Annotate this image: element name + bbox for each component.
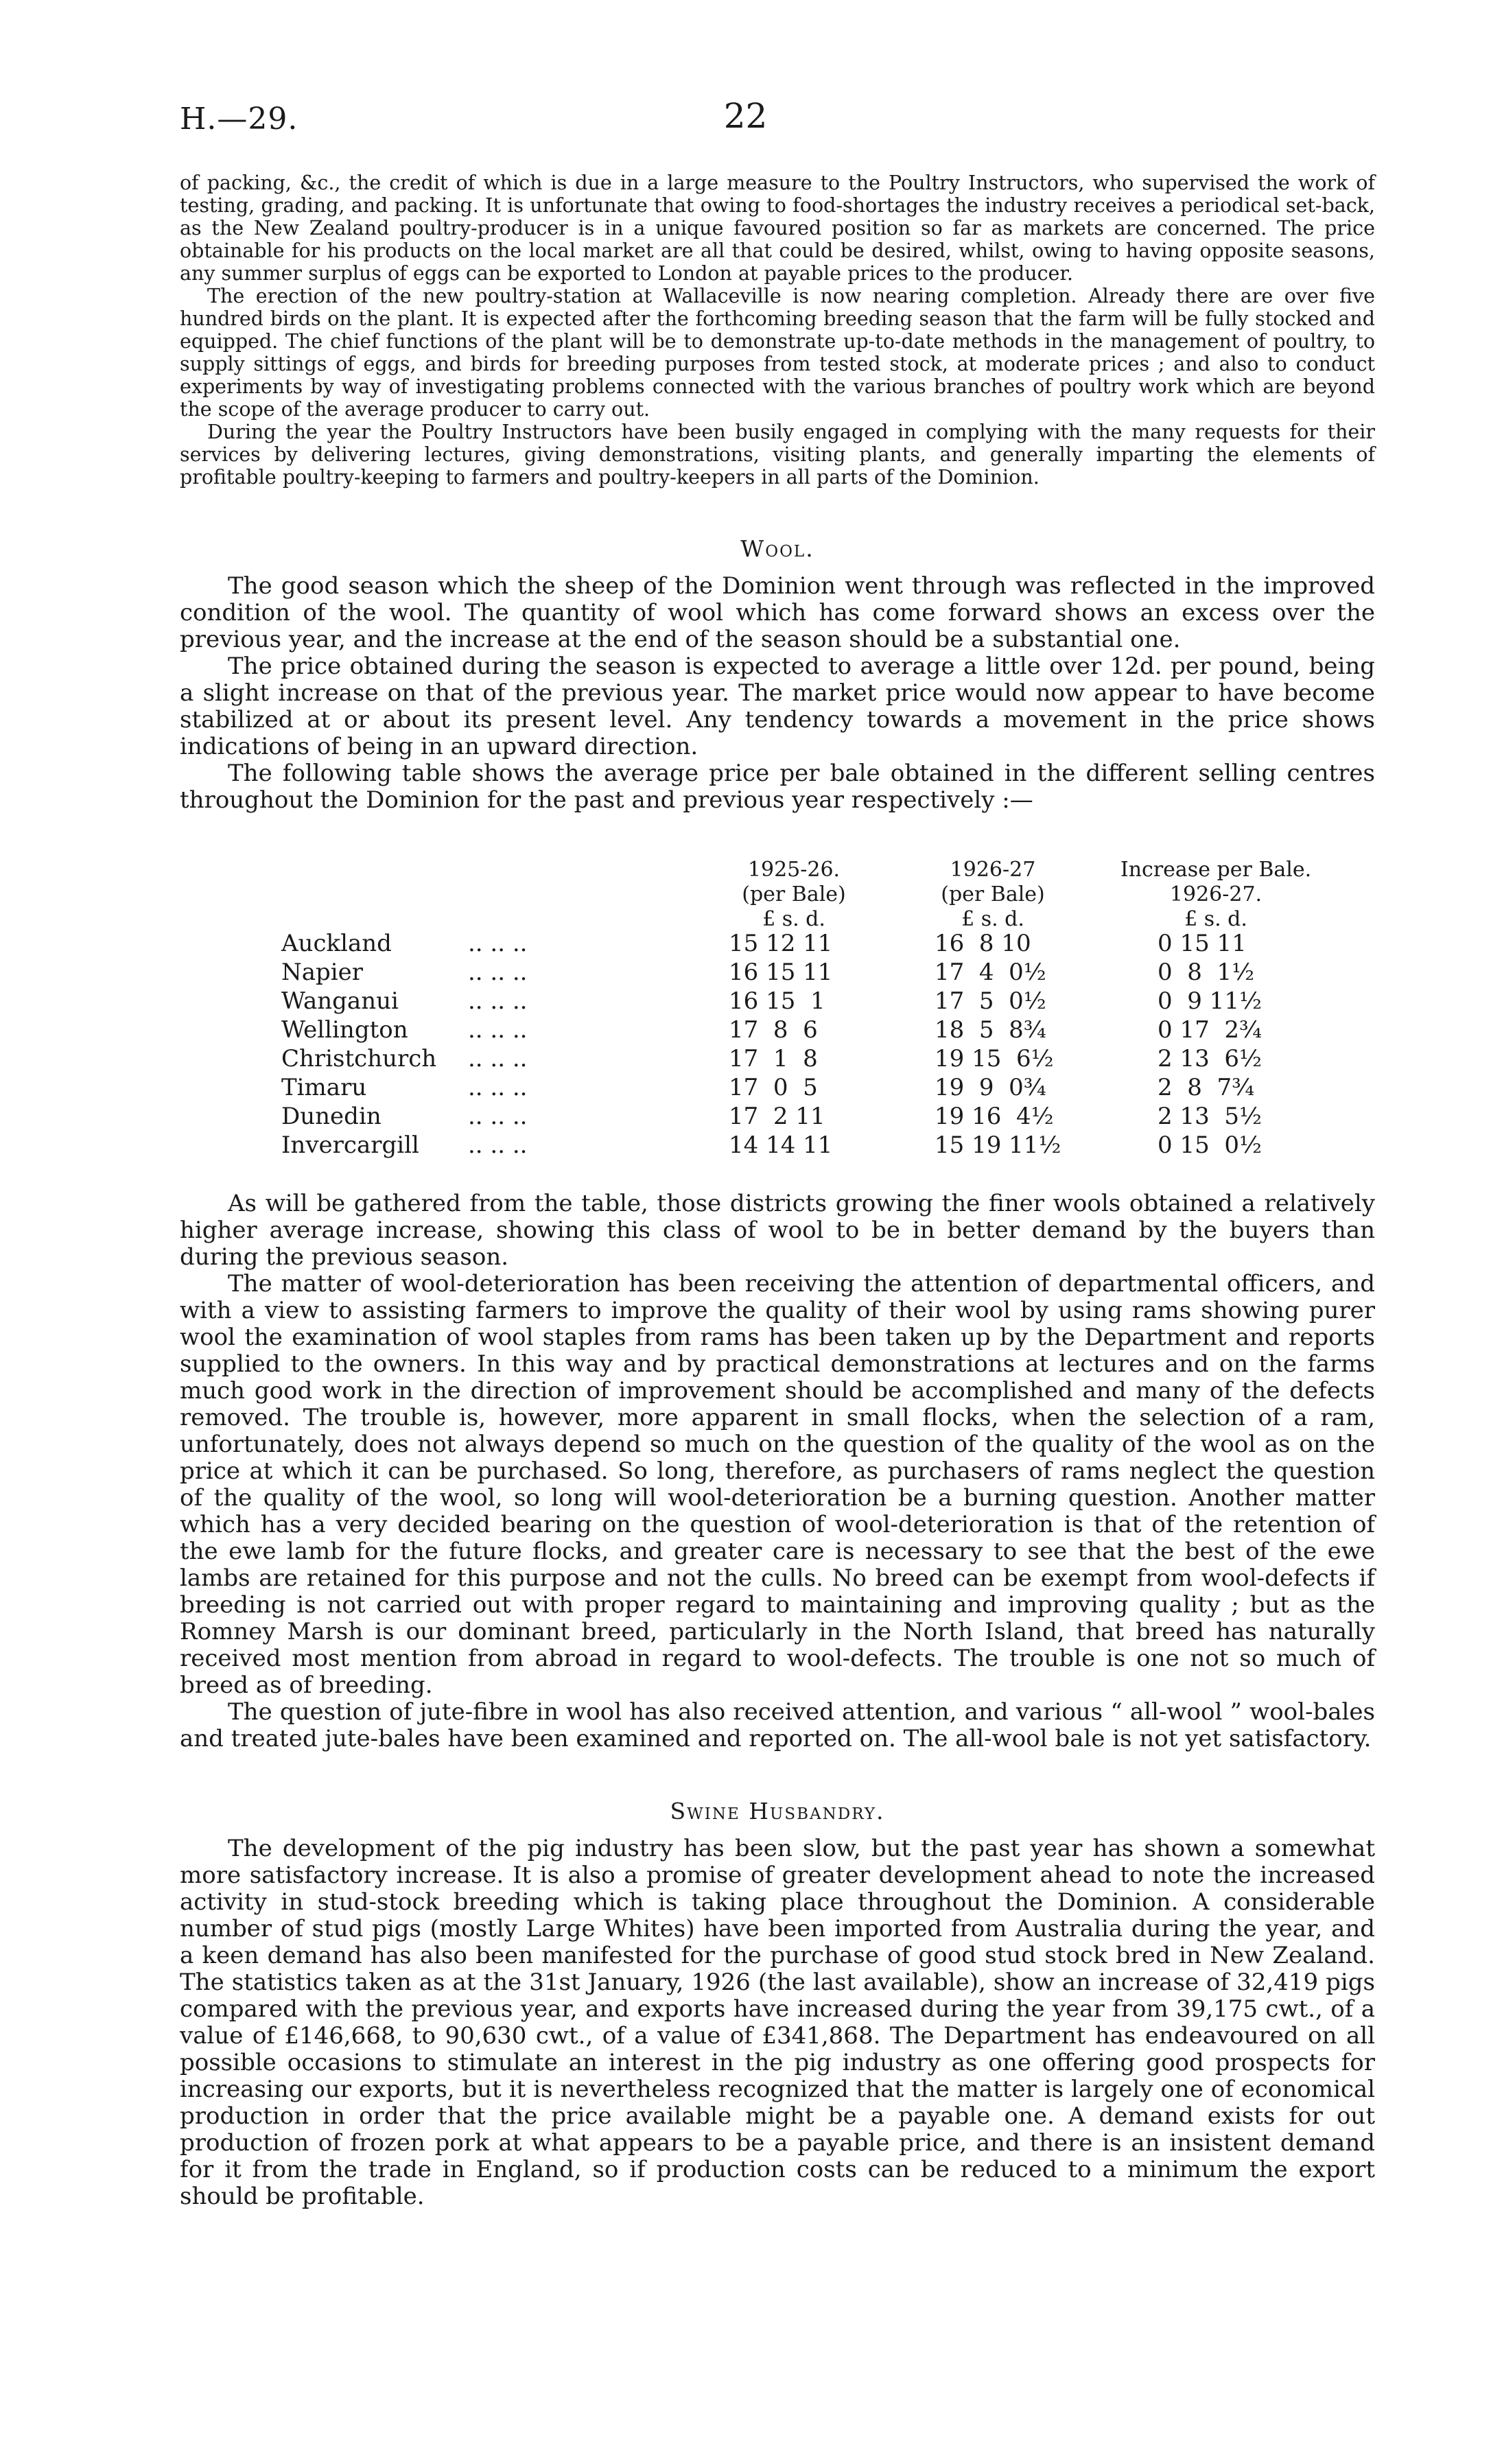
swine-husbandry-section: [180, 1798, 1375, 2210]
centre-name: Wanganui: [281, 987, 399, 1015]
value-1926-27: 18 5 8¾: [935, 1016, 1046, 1044]
centre-name: Auckland: [281, 930, 392, 957]
column-header-line: (per Bale): [742, 882, 846, 906]
column-header-line: Increase per Bale.: [1120, 858, 1312, 882]
value-1925-26: 14 14 11: [729, 1131, 833, 1159]
value-1926-27: 16 8 10: [935, 930, 1031, 957]
column-header-units: £ s. d.: [1184, 907, 1247, 931]
column-header-line: 1925-26.: [747, 858, 841, 882]
table-row: [180, 1103, 1375, 1130]
paragraph: The development of the pig industry has been slow, but the past year has shown a somewhat more satisfactory increase. It is also a promise of greater development ahead to note the increased activity in stud-stock breeding which is taking place throughout the Dominion. A considerable number of stud pigs (mostly Large Whites) have been imported from Australia during the year, and a keen demand has also been manifested for the purchase of good stud stock bred in New Zealand. The statistics taken as at the 31st January, 1926 (the last available), show an increase of 32,419 pigs compared with the previous year, and exports have increased during the year from 39,175 cwt., of a value of £146,668, to 90,630 cwt., of a value of £341,868. The Department has endeavoured on all possible occasions to stimulate an interest in the pig industry as one offering good prospects for increasing our exports, but it is nevertheless recognized that the matter is largely one of economical production in order that the price available might be a payable one. A demand exists for out production of frozen pork at what appears to be a payable price, and there is an insistent demand for it from the trade in England, so if production costs can be reduced to a minimum the export should be profitable.: [180, 1835, 1375, 2210]
value-increase: 0 9 11½: [1158, 987, 1262, 1015]
section-heading-wool: Wool.: [740, 535, 814, 562]
paragraph: The erection of the new poultry-station at Wallaceville is now nearing completion. Already there are over five hundred birds on the plant. It is expected after the forthcoming breeding season that the farm will be fully stocked and equipped. The chief functions of the plant will be to demonstrate up-to-date methods in the management of poultry, to supply sittings of eggs, and birds for breeding purposes from tested stock, at moderate prices ; and also to conduct experiments by way of investigating problems connected with the various branches of poultry work which are beyond the scope of the average producer to carry out.: [180, 285, 1375, 421]
poultry-continuation: [180, 172, 1375, 489]
column-header-line: 1926-27.: [1169, 882, 1263, 906]
value-1925-26: 17 8 6: [729, 1016, 818, 1044]
centre-name: Christchurch: [281, 1045, 437, 1072]
paragraph: The good season which the sheep of the Dominion went through was reflected in the improved condition of the wool. The quantity of wool which has come forward shows an excess over the previous year, and the increase at the end of the season should be a substantial one.: [180, 572, 1375, 653]
value-increase: 2 13 5½: [1158, 1103, 1262, 1130]
value-increase: 0 15 0½: [1158, 1131, 1262, 1159]
centre-name: Timaru: [281, 1074, 367, 1101]
wool-price-table: [180, 858, 1375, 1166]
paragraph: The question of jute-fibre in wool has also received attention, and various “ all-wool ” wool-bales and treated jute-bales have been examined and reported on. The all-wool bale is not yet satisfactory.: [180, 1698, 1375, 1752]
column-header-1925-26: [715, 858, 873, 932]
value-increase: 0 15 11: [1158, 930, 1247, 957]
wool-discussion: [180, 1190, 1375, 1752]
value-1926-27: 15 19 11½: [935, 1131, 1061, 1159]
leader-dots: .. .. ..: [468, 987, 528, 1015]
paragraph: of packing, &c., the credit of which is due in a large measure to the Poultry Instructors, who supervised the work of testing, grading, and packing. It is unfortunate that owing to food-shortages the industry receives a periodical set-back, as the New Zealand poultry-producer is in a unique favoured position so far as markets are concerned. The price obtainable for his products on the local market are all that could be desired, whilst, owing to having opposite seasons, any summer surplus of eggs can be exported to London at payable prices to the producer.: [180, 172, 1375, 285]
centre-name: Napier: [281, 959, 364, 986]
value-1926-27: 17 4 0½: [935, 959, 1046, 986]
centre-name: Invercargill: [281, 1131, 419, 1159]
column-header-units: £ s. d.: [762, 907, 825, 931]
value-1926-27: 17 5 0½: [935, 987, 1046, 1015]
table-row: [180, 1045, 1375, 1072]
value-1926-27: 19 16 4½: [935, 1103, 1054, 1130]
column-header-line: 1926-27: [950, 858, 1036, 882]
paragraph: During the year the Poultry Instructors have been busily engaged in complying with the many requests for their services by delivering lectures, giving demonstrations, visiting plants, and generally imparting the elements of profitable poultry-keeping to farmers and poultry-keepers in all parts of the Dominion.: [180, 421, 1375, 489]
leader-dots: .. .. ..: [468, 1074, 528, 1101]
value-increase: 2 8 7¾: [1158, 1074, 1255, 1101]
value-1925-26: 16 15 11: [729, 959, 833, 986]
wool-section: [180, 535, 1375, 814]
section-heading-swine: Swine Husbandry.: [670, 1798, 885, 1824]
value-increase: 0 17 2¾: [1158, 1016, 1262, 1044]
column-header-line: (per Bale): [941, 882, 1045, 906]
value-1925-26: 17 2 11: [729, 1103, 825, 1130]
value-1925-26: 15 12 11: [729, 930, 833, 957]
leader-dots: .. .. ..: [468, 1045, 528, 1072]
table-row: [180, 1074, 1375, 1101]
value-increase: 2 13 6½: [1158, 1045, 1262, 1072]
column-header-increase: [1085, 858, 1346, 932]
paragraph: The price obtained during the season is expected to average a little over 12d. per pound, being a slight increase on that of the previous year. The market price would now appear to have become stabilized at or about its present level. Any tendency towards a movement in the price shows indications of being in an upward direction.: [180, 653, 1375, 760]
column-header-units: £ s. d.: [961, 907, 1024, 931]
leader-dots: .. .. ..: [468, 1131, 528, 1159]
value-1925-26: 16 15 1: [729, 987, 825, 1015]
value-1925-26: 17 0 5: [729, 1074, 818, 1101]
paragraph: The following table shows the average price per bale obtained in the different selling centres throughout the Dominion for the past and previous year respectively :—: [180, 760, 1375, 814]
centre-name: Dunedin: [281, 1103, 381, 1130]
leader-dots: .. .. ..: [468, 930, 528, 957]
table-row: [180, 930, 1375, 957]
value-increase: 0 8 1½: [1158, 959, 1255, 986]
page-number: 22: [723, 96, 768, 136]
table-row: [180, 1131, 1375, 1159]
table-row: [180, 1016, 1375, 1044]
document-code: H.—29.: [180, 102, 298, 137]
page-header: [180, 96, 1311, 150]
column-header-1926-27: [914, 858, 1072, 932]
table-row: [180, 959, 1375, 986]
table-row: [180, 987, 1375, 1015]
value-1925-26: 17 1 8: [729, 1045, 818, 1072]
paragraph: As will be gathered from the table, those districts growing the finer wools obtained a relatively higher average increase, showing this class of wool to be in better demand by the buyers than during the previous season.: [180, 1190, 1375, 1271]
value-1926-27: 19 15 6½: [935, 1045, 1054, 1072]
leader-dots: .. .. ..: [468, 959, 528, 986]
value-1926-27: 19 9 0¾: [935, 1074, 1046, 1101]
paragraph: The matter of wool-deterioration has been receiving the attention of departmental officers, and with a view to assisting farmers to improve the quality of their wool by using rams showing purer wool the examination of wool staples from rams has been taken up by the Department and reports supplied to the owners. In this way and by practical demonstrations at lectures and on the farms much good work in the direction of improvement should be accomplished and many of the defects removed. The trouble is, however, more apparent in small flocks, when the selection of a ram, unfortunately, does not always depend so much on the question of the quality of the wool as on the price at which it can be purchased. So long, therefore, as purchasers of rams neglect the question of the quality of the wool, so long will wool-deterioration be a burning question. Another matter which has a very decided bearing on the question of wool-deterioration is that of the retention of the ewe lamb for the future flocks, and greater care is necessary to see that the best of the ewe lambs are retained for this purpose and not the culls. No breed can be exempt from wool-defects if breeding is not carried out with proper regard to maintaining and improving quality ; but as the Romney Marsh is our dominant breed, particularly in the North Island, that breed has naturally received most mention from abroad in regard to wool-defects. The trouble is one not so much of breed as of breeding.: [180, 1270, 1375, 1699]
leader-dots: .. .. ..: [468, 1016, 528, 1044]
centre-name: Wellington: [281, 1016, 408, 1044]
leader-dots: .. .. ..: [468, 1103, 528, 1130]
